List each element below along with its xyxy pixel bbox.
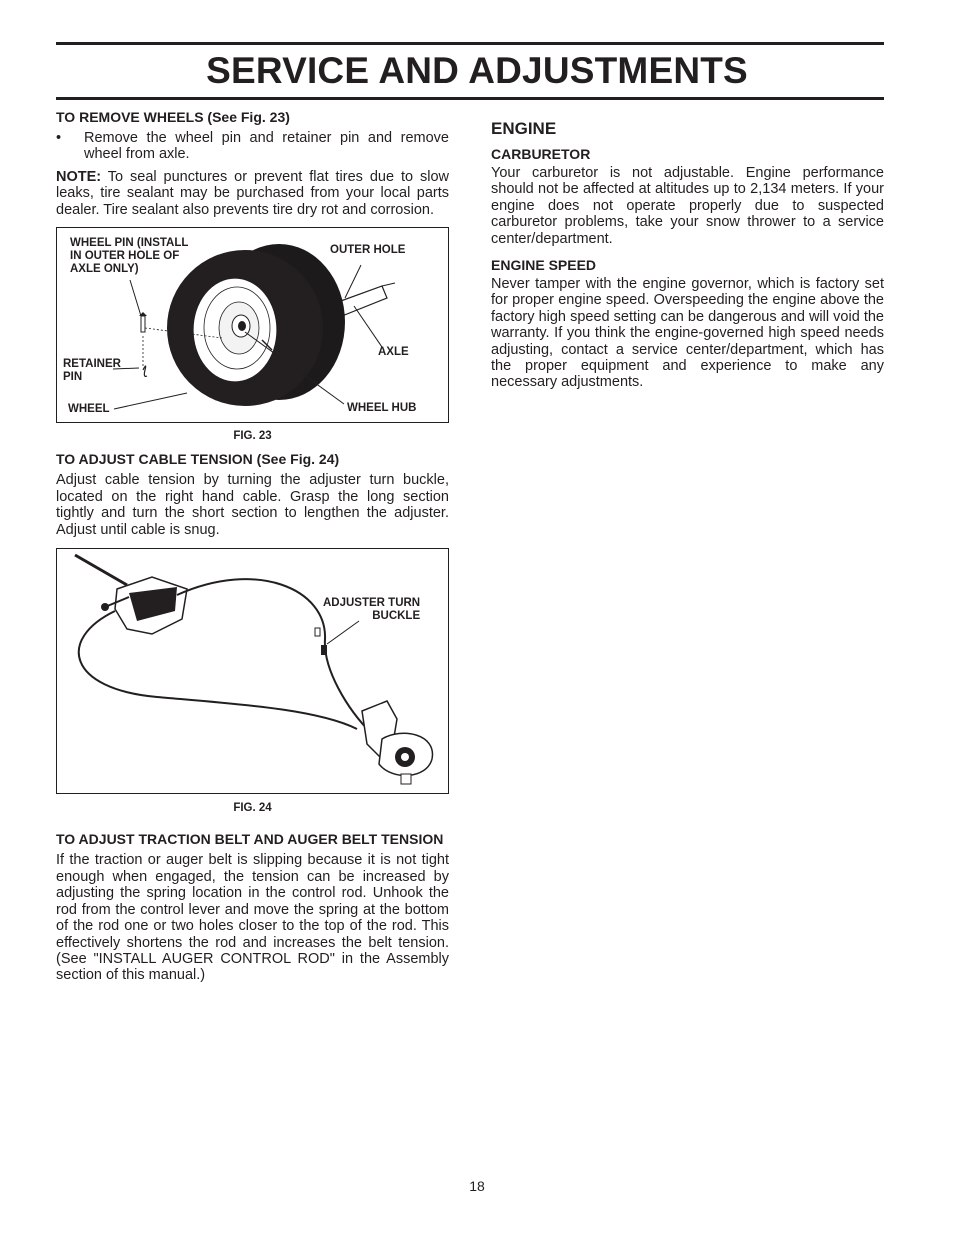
figure-23 [56, 227, 449, 423]
figure-23-caption: FIG. 23 [233, 430, 272, 443]
remove-wheels-step-text: Remove the wheel pin and retainer pin and remove wheel from axle. [84, 130, 449, 163]
tire-sealant-note [56, 169, 449, 218]
belt-tension-body: If the traction or auger belt is slipping because it is not tight enough when engaged, the tension can be increased by adjusting the spring location in the control rod. Unhook the rod from the control lever and move the spring at the bottom of the rod one or two holes closer to the top of the rod. This effectively shortens the rod and increases the belt tension. (See "INSTALL AUGER CONTROL ROD" in the Assembly section of this manual.) [56, 852, 449, 984]
engine-speed-body: Never tamper with the engine governor, which is factory set for proper engine speed. Overspeeding the engine above the factory high speed setting can be dangerous and will void the warranty. If you think the engine-governed high speed needs adjusting, contact a service center/department, which has the proper equipment and experience to make any necessary adjustments. [491, 276, 884, 391]
label-wheel-pin: WHEEL PIN (INSTALL IN OUTER HOLE OF AXLE ONLY) [70, 237, 189, 276]
label-axle: AXLE [378, 346, 409, 359]
remove-wheels-step [56, 130, 449, 163]
page-title: SERVICE AND ADJUSTMENTS [206, 50, 748, 91]
label-wheel: WHEEL [68, 403, 110, 416]
note-text: To seal punctures or prevent flat tires due to slow leaks, tire sealant may be purchased from your local parts dealer. Tire sealant also prevents tire dry rot and corrosion. [56, 168, 449, 218]
cable-tension-body: Adjust cable tension by turning the adjuster turn buckle, located on the right hand cable. Grasp the long section tightly and turn the short section to lengthen the adjuster. Adjust until cable is snug. [56, 472, 449, 538]
bullet-marker: • [56, 130, 62, 146]
left-column [56, 109, 449, 984]
cable-tension-heading: TO ADJUST CABLE TENSION (See Fig. 24) [56, 451, 340, 468]
label-retainer-pin: RETAINER PIN [63, 358, 121, 384]
carburetor-body: Your carburetor is not adjustable. Engine performance should not be affected at altitudes up to 2,134 meters. If your engine does not operate properly due to suspected carburetor problems, take your snow thrower to a service center/department. [491, 165, 884, 247]
label-turnbuckle: ADJUSTER TURN BUCKLE [323, 597, 421, 623]
right-column [491, 119, 884, 391]
engine-speed-heading: ENGINE SPEED [491, 257, 597, 274]
belt-tension-heading: TO ADJUST TRACTION BELT AND AUGER BELT TENSION [56, 831, 444, 848]
title-rule [56, 97, 884, 100]
note-label: NOTE: [56, 168, 102, 185]
label-wheel-hub: WHEEL HUB [347, 402, 417, 415]
top-rule [56, 42, 884, 45]
carburetor-heading: CARBURETOR [491, 146, 591, 162]
page-number: 18 [469, 1178, 485, 1194]
cable-illustration [57, 549, 450, 795]
label-outer-hole: OUTER HOLE [330, 244, 406, 257]
figure-24 [56, 548, 449, 794]
remove-wheels-heading: TO REMOVE WHEELS (See Fig. 23) [56, 109, 290, 125]
figure-24-caption: FIG. 24 [233, 802, 272, 815]
engine-heading: ENGINE [491, 119, 557, 138]
